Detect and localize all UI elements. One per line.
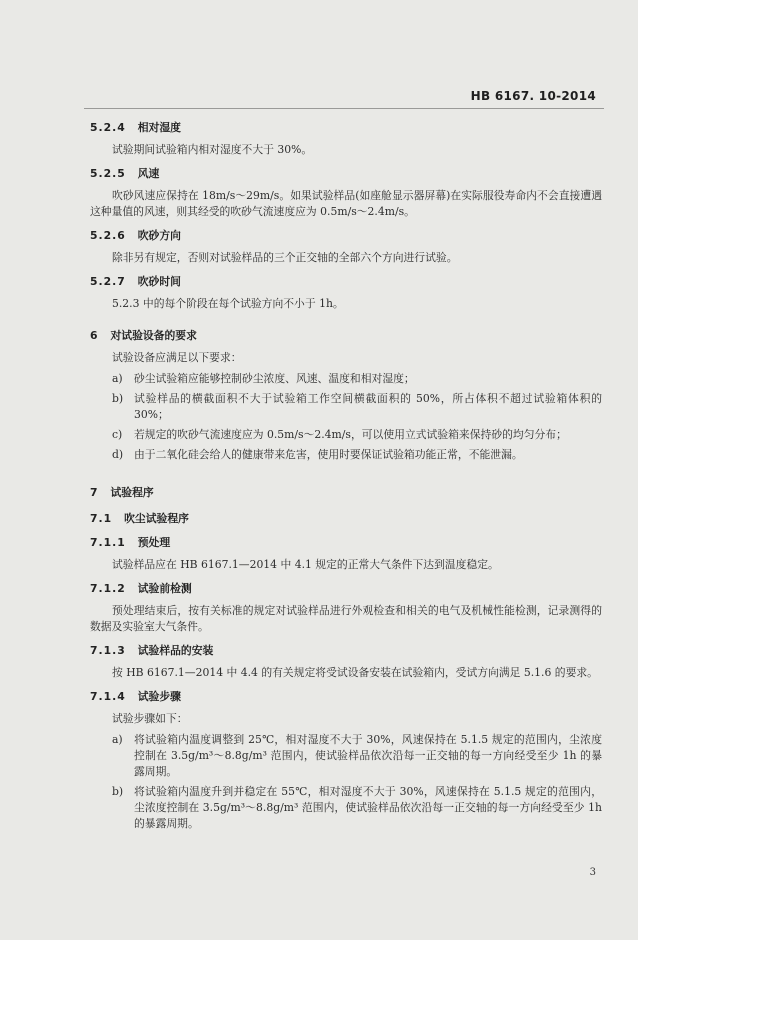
section-title: 吹砂时间 bbox=[137, 275, 181, 288]
sec-5-2-4-heading bbox=[90, 120, 602, 136]
section-title: 试验样品的安装 bbox=[137, 644, 214, 657]
section-number: 5.2.7 bbox=[90, 275, 126, 288]
paragraph: 试验设备应满足以下要求： bbox=[112, 351, 242, 364]
paragraph: 除非另有规定，否则对试验样品的三个正交轴的全部六个方向进行试验。 bbox=[112, 251, 458, 264]
section-number: 7.1.2 bbox=[90, 582, 126, 595]
section-title: 相对湿度 bbox=[137, 121, 181, 134]
sec-7-1-1-heading bbox=[90, 535, 602, 551]
sec-7-1-3-heading bbox=[90, 643, 602, 659]
section-title: 预处理 bbox=[137, 536, 171, 549]
list-marker: b) bbox=[112, 392, 124, 405]
section-title: 风速 bbox=[137, 167, 160, 180]
sec-5-2-6-heading bbox=[90, 228, 602, 244]
paragraph: 预处理结束后，按有关标准的规定对试验样品进行外观检查和相关的电气及机械性能检测，记录测得的数据及实验室大气条件。 bbox=[90, 604, 602, 633]
list-item bbox=[90, 784, 602, 832]
section-title: 吹砂方向 bbox=[137, 229, 181, 242]
paragraph: 试验样品应在 HB 6167.1—2014 中 4.1 规定的正常大气条件下达到温度稳定。 bbox=[112, 558, 499, 571]
section-number: 7.1.4 bbox=[90, 690, 126, 703]
list-marker: d) bbox=[112, 448, 124, 461]
list-item-text: 试验样品的横截面积不大于试验箱工作空间横截面积的 50%，所占体积不超过试验箱体积的 30%； bbox=[134, 392, 602, 421]
sec-7-1-2-heading bbox=[90, 581, 602, 597]
list-marker: a) bbox=[112, 733, 123, 746]
list-marker: a) bbox=[112, 372, 123, 385]
section-title: 试验步骤 bbox=[137, 690, 181, 703]
paragraph: 按 HB 6167.1—2014 中 4.4 的有关规定将受试设备安装在试验箱内，受试方向满足 5.1.6 的要求。 bbox=[112, 666, 598, 679]
sec-6-heading bbox=[90, 328, 602, 344]
list-item-text: 由于二氧化硅会给人的健康带来危害，使用时要保证试验箱功能正常，不能泄漏。 bbox=[134, 448, 523, 461]
paragraph: 试验期间试验箱内相对湿度不大于 30%。 bbox=[112, 143, 313, 156]
list-item-text: 将试验箱内温度升到并稳定在 55℃，相对湿度不大于 30%，风速保持在 5.1.5 规定的范围内，尘浓度控制在 3.5g/m³～8.8g/m³ 范围内，使试验样品依次沿每一正交轴的每一方向经受至少 1h 的暴露周期。 bbox=[134, 785, 602, 830]
list-item bbox=[90, 447, 602, 463]
section-number: 6 bbox=[90, 329, 99, 342]
paragraph: 试验步骤如下： bbox=[112, 712, 188, 725]
section-number: 7.1.1 bbox=[90, 536, 126, 549]
section-number: 7.1.3 bbox=[90, 644, 126, 657]
paragraph: 5.2.3 中的每个阶段在每个试验方向不小于 1h。 bbox=[112, 297, 344, 310]
section-number: 5.2.5 bbox=[90, 167, 126, 180]
page-number: 3 bbox=[589, 867, 596, 878]
section-number: 5.2.4 bbox=[90, 121, 126, 134]
document-id-header: HB 6167. 10-2014 bbox=[470, 89, 596, 103]
document-body bbox=[90, 120, 602, 836]
paragraph: 吹砂风速应保持在 18m/s～29m/s。如果试验样品(如座舱显示器屏幕)在实际服役寿命内不会直接遭遇这种量值的风速，则其经受的吹砂气流速度应为 0.5m/s～2.4m/s。 bbox=[90, 189, 602, 218]
sec-7-heading bbox=[90, 485, 602, 501]
list-marker: b) bbox=[112, 785, 124, 798]
sec-7-1-heading bbox=[90, 511, 602, 527]
list-item-text: 若规定的吹砂气流速度应为 0.5m/s～2.4m/s，可以使用立式试验箱来保持砂的均匀分布； bbox=[134, 428, 567, 441]
section-title: 试验前检测 bbox=[137, 582, 192, 595]
list-item bbox=[90, 427, 602, 443]
list-item bbox=[90, 371, 602, 387]
section-number: 7 bbox=[90, 486, 99, 499]
header-rule bbox=[84, 108, 604, 109]
list-item-text: 将试验箱内温度调整到 25℃，相对湿度不大于 30%，风速保持在 5.1.5 规定的范围内，尘浓度控制在 3.5g/m³～8.8g/m³ 范围内，使试验样品依次沿每一正交轴的每一方向经受至少 1h 的暴露周期。 bbox=[134, 733, 602, 778]
sec-5-2-7-heading bbox=[90, 274, 602, 290]
section-number: 7.1 bbox=[90, 512, 113, 525]
sec-7-1-4-heading bbox=[90, 689, 602, 705]
list-marker: c) bbox=[112, 428, 123, 441]
list-item bbox=[90, 391, 602, 423]
section-number: 5.2.6 bbox=[90, 229, 126, 242]
list-item-text: 砂尘试验箱应能够控制砂尘浓度、风速、温度和相对湿度； bbox=[134, 372, 415, 385]
section-title: 对试验设备的要求 bbox=[110, 329, 197, 342]
list-item bbox=[90, 732, 602, 780]
section-title: 吹尘试验程序 bbox=[124, 512, 189, 525]
sec-5-2-5-heading bbox=[90, 166, 602, 182]
section-title: 试验程序 bbox=[110, 486, 154, 499]
